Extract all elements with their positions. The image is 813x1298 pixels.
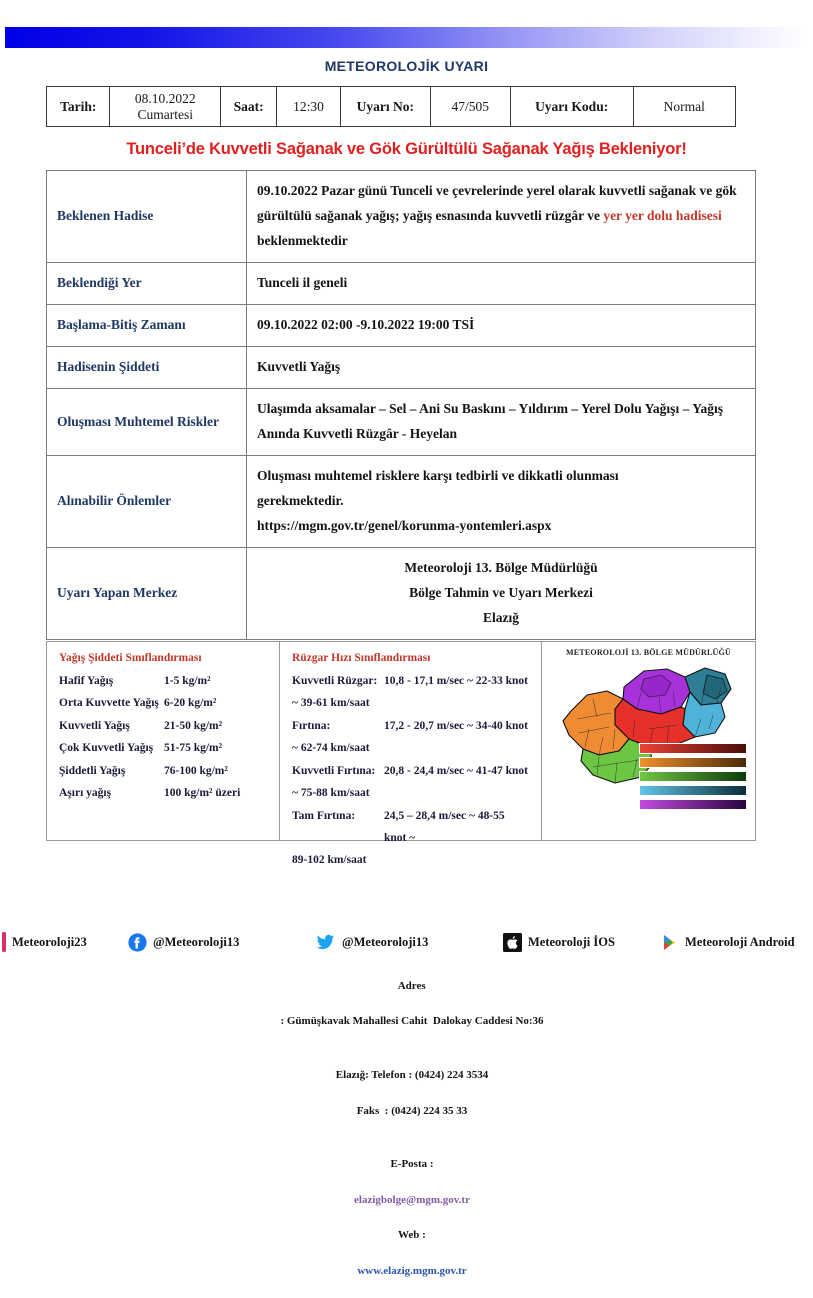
social-label: Meteoroloji Android — [685, 934, 795, 949]
legend-bar-red-gradient — [639, 743, 747, 754]
list-item — [292, 670, 529, 692]
rain-item-name: Orta Kuvvette Yağış — [59, 697, 159, 710]
page-title: METEOROLOJİK UYARI — [324, 58, 489, 74]
header-gradient-band — [5, 27, 808, 48]
date-value-line2: Cumartesi — [137, 106, 193, 122]
row-value-probable-risks: Ulaşımda aksamalar – Sel – Ani Su Baskını – Yıldırım – Yerel Dolu Yağışı – Yağış Anında Kuvvetli Rüzgâr - Heyelan — [247, 388, 756, 455]
list-item — [292, 715, 529, 737]
row-value-issuing-center — [247, 547, 756, 639]
row-label-expected-area: Beklendiği Yer — [47, 262, 247, 304]
wind-item-name: Fırtına: — [292, 719, 331, 732]
wind-item-name: Tam Fırtına: — [292, 809, 356, 822]
rain-classification-panel — [47, 642, 279, 840]
map-title: METEOROLOJİ 13. BÖLGE MÜDÜRLÜĞÜ — [566, 648, 731, 657]
address-value: : Gümüşkavak Mahallesi Cahit Dalokay Caddesi No:36 — [280, 1015, 544, 1028]
email-label: E-Posta : — [390, 1157, 434, 1170]
warning-code-value: Normal — [633, 87, 735, 127]
wind-item-name: Kuvvetli Fırtına: — [292, 764, 376, 777]
social-link-twitter[interactable] — [315, 933, 428, 952]
facebook-icon — [128, 933, 147, 952]
legend-bar-blue-gradient — [639, 785, 747, 796]
rain-item-name: Çok Kuvvetli Yağış — [59, 742, 154, 755]
list-item — [292, 760, 529, 782]
wind-item-name: Kuvvetli Rüzgar: — [292, 675, 378, 687]
rain-item-value: 51-75 kg/m² — [164, 742, 223, 755]
phone-label: Elazığ: Telefon : (0424) 224 3534 — [335, 1068, 489, 1081]
table-row — [47, 547, 756, 639]
row-label-expected-event: Beklenen Hadise — [47, 171, 247, 263]
social-link-facebook[interactable] — [128, 933, 239, 952]
alert-headline: Tunceli’de Kuvvetli Sağanak ve Gök Gürültülü Sağanak Yağış Bekleniyor! — [126, 140, 687, 158]
row-value-event-severity: Kuvvetli Yağış — [247, 346, 756, 388]
table-row — [47, 171, 756, 263]
address-label: Adres — [397, 979, 426, 992]
legend-bar-orange-gradient — [639, 757, 747, 768]
map-canvas — [546, 659, 751, 819]
wind-item-value: 24,5 – 28,4 m/sec ~ 48-55 knot ~ — [384, 809, 505, 844]
email-value[interactable]: elazigbolge@mgm.gov.tr — [354, 1193, 470, 1206]
contact-address-line — [0, 960, 813, 1049]
expected-event-text-part2: beklenmektedir — [257, 232, 348, 248]
region-map-panel — [541, 642, 755, 840]
wind-panel-title: Rüzgar Hızı Sınıflandırması — [292, 652, 431, 664]
wind-item-cont: 89-102 km/saat — [292, 854, 367, 867]
legend-panels — [46, 641, 756, 867]
social-link-android[interactable] — [660, 933, 795, 952]
list-item — [59, 737, 267, 759]
rain-item-name: Hafif Yağış — [59, 675, 114, 687]
map-legend — [639, 743, 747, 813]
table-row — [47, 388, 756, 455]
precautions-line2: gerekmektedir. — [257, 492, 344, 508]
rain-item-value: 100 kg/m² üzeri — [164, 787, 241, 800]
social-label: @Meteoroloji13 — [342, 934, 429, 949]
social-label: Meteoroloji23 — [12, 934, 87, 949]
apple-icon — [503, 933, 522, 952]
expected-event-highlight: yer yer dolu hadisesi — [603, 207, 722, 223]
rain-item-value: 1-5 kg/m² — [164, 675, 211, 687]
row-value-precautions — [247, 455, 756, 547]
wind-item-value: 10,8 - 17,1 m/sec ~ 22-33 knot — [384, 675, 528, 687]
wind-classification-panel — [279, 642, 541, 867]
social-link-instagram[interactable] — [2, 931, 87, 953]
legend-bar-green-gradient — [639, 771, 747, 782]
row-label-event-severity: Hadisenin Şiddeti — [47, 346, 247, 388]
wind-item-value: 17,2 - 20,7 m/sec ~ 34-40 knot — [384, 719, 528, 732]
wind-item-cont: ~ 62-74 km/saat — [292, 742, 370, 755]
table-row — [47, 87, 736, 127]
twitter-icon — [315, 933, 336, 952]
rain-item-name: Şiddetli Yağış — [59, 764, 126, 777]
rain-panel-title: Yağış Şiddeti Sınıflandırması — [59, 652, 202, 664]
table-row — [47, 304, 756, 346]
date-label: Tarih: — [47, 87, 110, 127]
time-label: Saat: — [221, 87, 277, 127]
contact-footer — [0, 960, 813, 1298]
row-label-start-end-time: Başlama-Bitiş Zamanı — [47, 304, 247, 346]
rain-item-name: Aşırı yağış — [59, 787, 112, 800]
social-link-apple-ios[interactable] — [503, 933, 615, 952]
precautions-line1: Oluşması muhtemel risklere karşı tedbirli ve dikkatli olunması — [257, 467, 619, 483]
table-row — [47, 346, 756, 388]
contact-phone-line — [0, 1049, 813, 1138]
row-label-precautions: Alınabilir Önlemler — [47, 455, 247, 547]
web-label: Web : — [398, 1229, 426, 1242]
time-value: 12:30 — [277, 87, 340, 127]
warning-code-label: Uyarı Kodu: — [510, 87, 633, 127]
rain-item-value: 21-50 kg/m² — [164, 719, 223, 732]
web-value[interactable]: www.elazig.mgm.gov.tr — [357, 1264, 467, 1277]
wind-item-value: 20,8 - 24,4 m/sec ~ 41-47 knot — [384, 764, 528, 777]
date-value-line1: 08.10.2022 — [134, 91, 196, 106]
warning-detail-table — [46, 170, 756, 640]
instagram-icon — [2, 931, 6, 953]
rain-item-value: 76-100 kg/m² — [164, 764, 228, 777]
issuing-center-line3: Elazığ — [483, 609, 519, 625]
social-label: @Meteoroloji13 — [153, 934, 240, 949]
wind-item-cont: ~ 75-88 km/saat — [292, 787, 370, 800]
contact-email-web-line — [0, 1138, 813, 1298]
wind-item-cont: ~ 39-61 km/saat — [292, 697, 370, 710]
social-links-bar — [0, 925, 813, 959]
warning-meta-table — [46, 86, 736, 127]
list-item — [59, 760, 267, 782]
issuing-center-line2: Bölge Tahmin ve Uyarı Merkezi — [409, 584, 593, 600]
table-row — [47, 262, 756, 304]
playstore-icon — [660, 933, 679, 952]
list-item — [59, 692, 267, 714]
date-value — [110, 87, 221, 127]
warning-no-label: Uyarı No: — [340, 87, 430, 127]
row-value-start-end-time: 09.10.2022 02:00 -9.10.2022 19:00 TSİ — [247, 304, 756, 346]
expected-event-text-part1: 09.10.2022 Pazar günü Tunceli ve çevrelerinde yerel olarak kuvvetli sağanak ve gök gürültülü sağanak yağış; yağış esnasında kuvvetli rüzgâr ve — [257, 183, 737, 223]
list-item — [59, 782, 267, 804]
row-value-expected-event — [247, 171, 756, 263]
fax-label: Faks : (0424) 224 35 33 — [356, 1104, 468, 1117]
row-value-expected-area: Tunceli il geneli — [247, 262, 756, 304]
legend-bar-purple-gradient — [639, 799, 747, 810]
warning-no-value: 47/505 — [430, 87, 510, 127]
issuing-center-line1: Meteoroloji 13. Bölge Müdürlüğü — [404, 559, 598, 575]
row-label-probable-risks: Oluşması Muhtemel Riskler — [47, 388, 247, 455]
social-label: Meteoroloji İOS — [528, 934, 615, 949]
table-row — [47, 455, 756, 547]
row-label-issuing-center: Uyarı Yapan Merkez — [47, 547, 247, 639]
rain-item-value: 6-20 kg/m² — [164, 697, 217, 710]
rain-item-name: Kuvvetli Yağış — [59, 719, 130, 732]
list-item — [292, 805, 529, 850]
list-item — [59, 670, 267, 692]
list-item — [59, 715, 267, 737]
precautions-url[interactable]: https://mgm.gov.tr/genel/korunma-yontemleri.aspx — [257, 517, 552, 533]
